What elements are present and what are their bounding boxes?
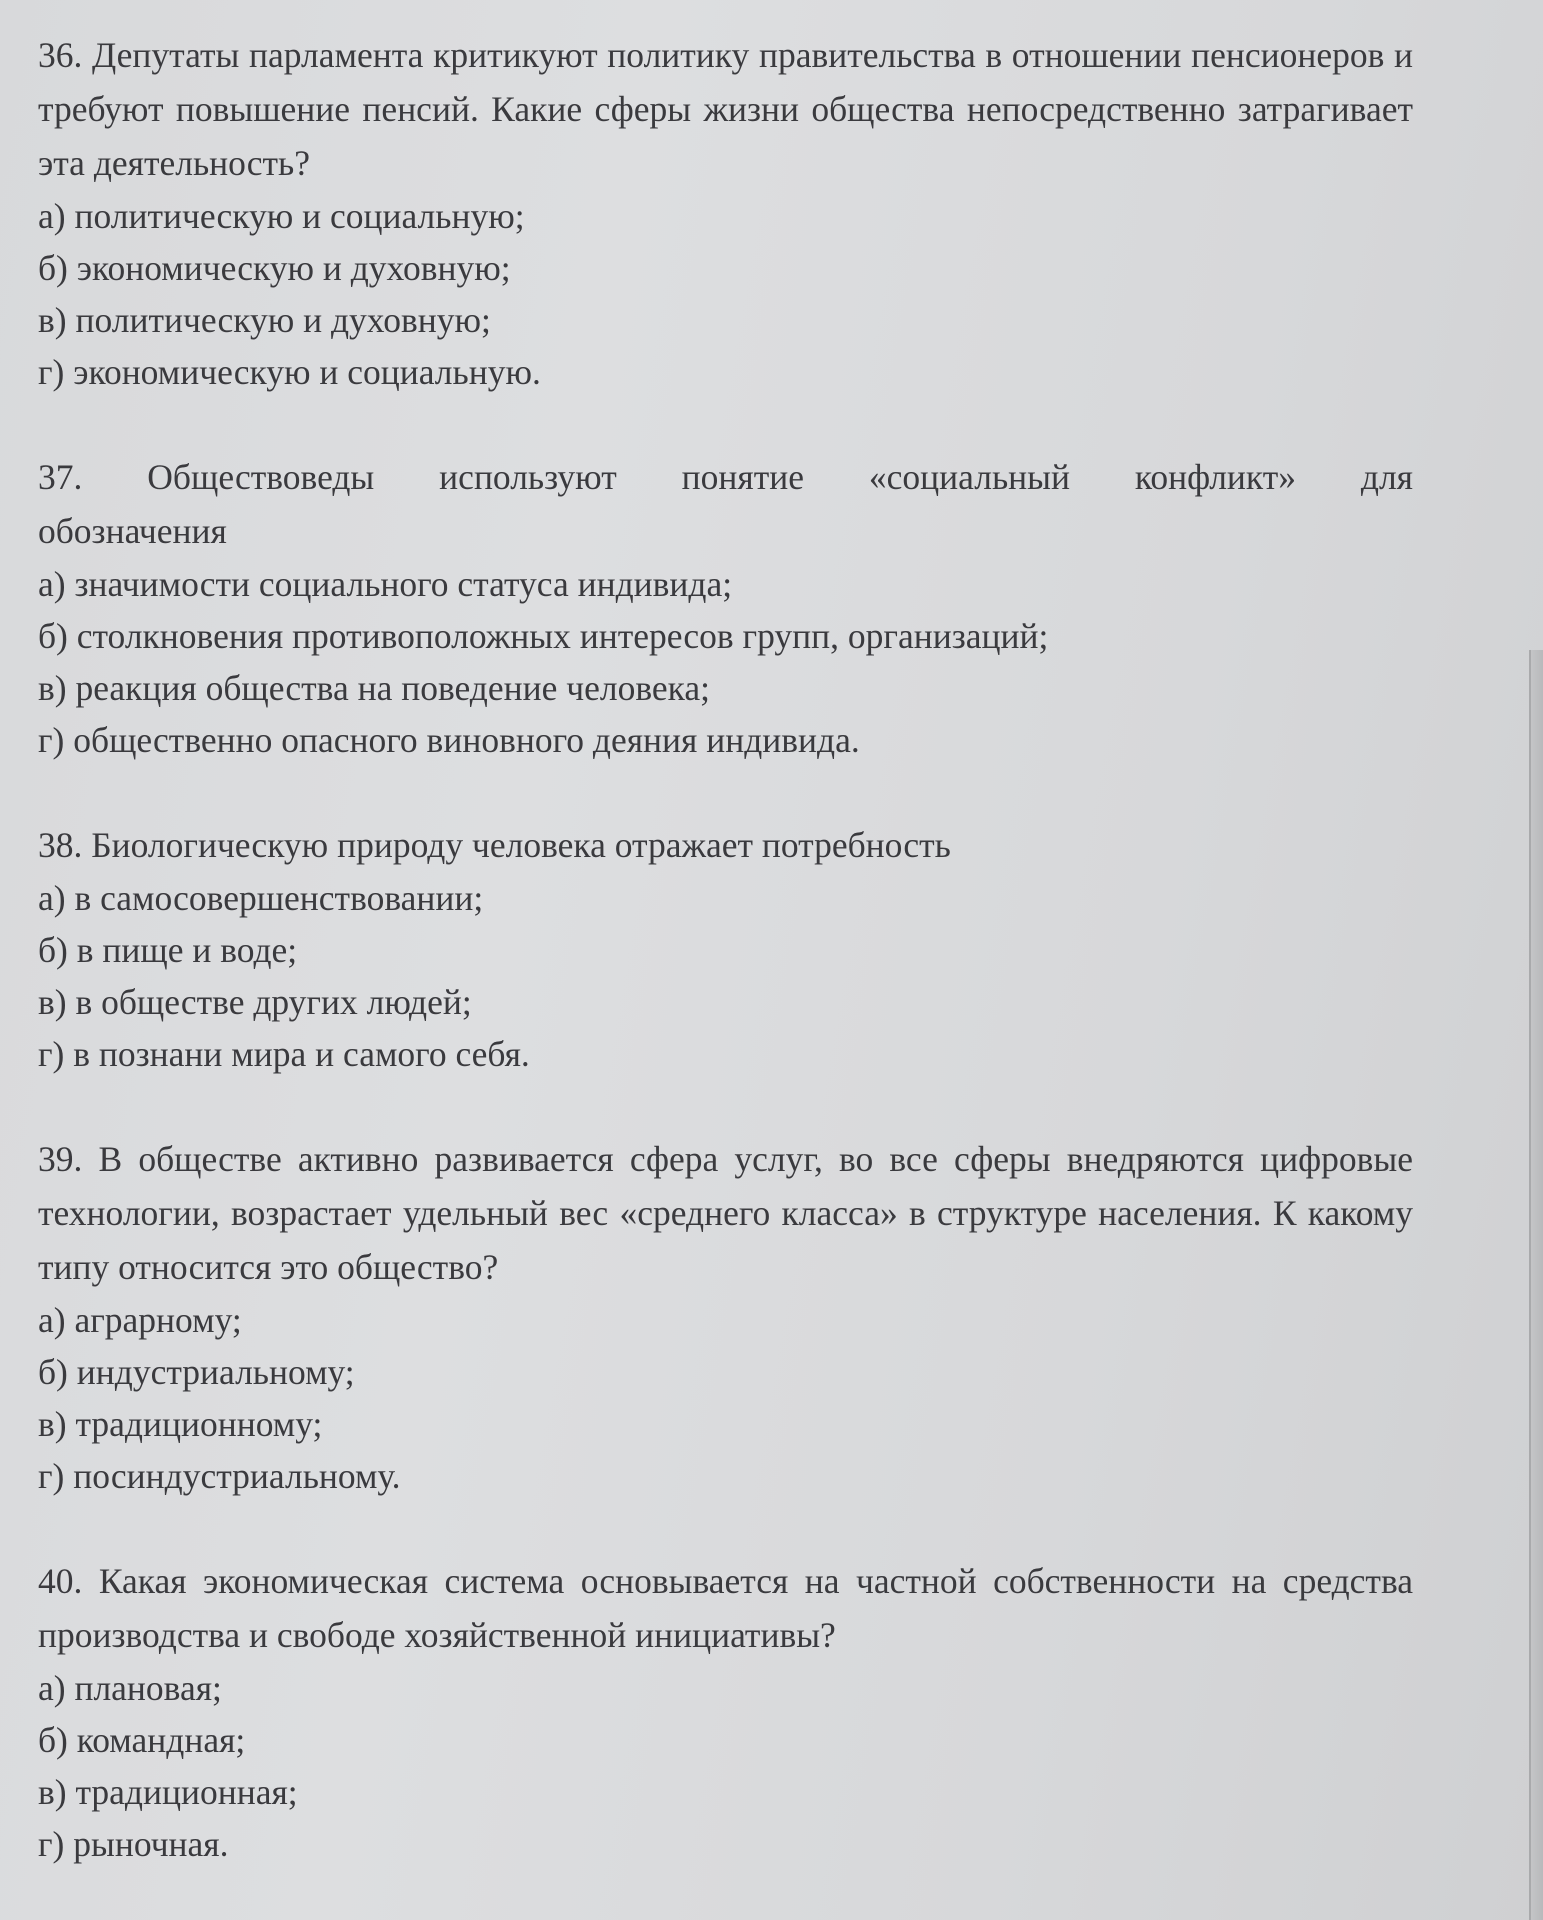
option-a: а) аграрному;	[38, 1300, 242, 1340]
option-g: г) посиндустриальному.	[38, 1456, 401, 1496]
option-g: г) экономическую и социальную.	[38, 352, 541, 392]
option-v: в) традиционная;	[38, 1772, 298, 1812]
option-b: б) экономическую и духовную;	[38, 248, 511, 288]
option-b: б) в пище и воде;	[38, 930, 298, 970]
option-a: а) плановая;	[38, 1668, 222, 1708]
option-a: а) политическую и социальную;	[38, 196, 525, 236]
question-text: 38. Биологическую природу человека отражает потребность	[38, 825, 951, 865]
question-text: 37. Обществоведы используют понятие «социальный конфликт» для обозначения	[38, 457, 1413, 551]
question-text: 39. В обществе активно развивается сфера услуг, во все сферы внедряются цифровые технологии, возрастает удельный вес «среднего класса» в структуре населения. К какому типу относится это общество?	[38, 1139, 1413, 1287]
answer-options	[38, 872, 1413, 1080]
question-36	[38, 28, 1413, 398]
option-b: б) командная;	[38, 1720, 246, 1760]
option-g: г) общественно опасного виновного деяния индивида.	[38, 720, 860, 760]
option-b: б) индустриальному;	[38, 1352, 355, 1392]
question-text: 40. Какая экономическая система основывается на частной собственности на средства производства и свободе хозяйственной инициативы?	[38, 1561, 1413, 1655]
option-v: в) в обществе других людей;	[38, 982, 472, 1022]
underlying-page-edge	[1529, 650, 1543, 1920]
option-a: а) значимости социального статуса индивида;	[38, 564, 733, 604]
option-g: г) рыночная.	[38, 1824, 229, 1864]
question-37	[38, 450, 1413, 766]
option-v: в) традиционному;	[38, 1404, 323, 1444]
answer-options	[38, 1294, 1413, 1502]
question-38	[38, 818, 1413, 1080]
option-g: г) в познани мира и самого себя.	[38, 1034, 530, 1074]
option-a: а) в самосовершенствовании;	[38, 878, 484, 918]
option-v: в) политическую и духовную;	[38, 300, 491, 340]
question-40	[38, 1554, 1413, 1870]
answer-options	[38, 1662, 1413, 1870]
answer-options	[38, 190, 1413, 398]
question-text: 36. Депутаты парламента критикуют политику правительства в отношении пенсионеров и требуют повышение пенсий. Какие сферы жизни общества непосредственно затрагивает эта деятельность?	[38, 35, 1413, 183]
option-v: в) реакция общества на поведение человека;	[38, 668, 710, 708]
option-b: б) столкновения противоположных интересов групп, организаций;	[38, 616, 1049, 656]
answer-options	[38, 558, 1413, 766]
question-39	[38, 1132, 1413, 1502]
